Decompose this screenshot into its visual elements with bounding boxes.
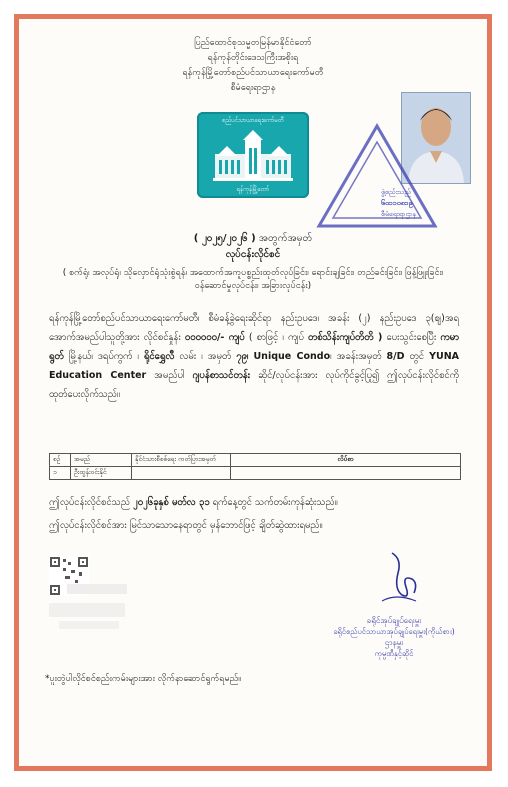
validity-statement: [49, 496, 459, 510]
cell-nrc: [132, 467, 231, 480]
body-text-7: တွင်: [404, 351, 430, 362]
building-name: Unique Condo: [253, 351, 331, 362]
stamp-text: [381, 187, 437, 220]
license-year: ( ၂၀၂၅/၂၀၂၆ ): [193, 233, 256, 244]
validity-suffix: ရက်နေ့တွင် သက်တမ်းကုန်ဆုံးသည်။: [209, 497, 338, 508]
header-department: စီမံရေးရာဌာန: [230, 83, 276, 93]
signatory-title-1: ခရိုင်အုပ်ချုပ်ရေးမှူး: [366, 616, 422, 625]
validity-prefix: ဤလုပ်ငန်းလိုင်စင်သည်: [49, 497, 134, 508]
license-serial-suffix: အတွက်အမှတ်: [258, 233, 313, 244]
certificate-page: [19, 19, 487, 766]
body-text-4: မြို့နယ်၊ ဒရပ်ကွက် ၊: [63, 351, 144, 362]
stamp-id: ၆၀၁၁၀၈၁၉: [381, 199, 413, 207]
license-fee-words: တစ်သိန်းကျပ်တိတိ ): [308, 332, 383, 343]
body-text-3: ပေးသွင်းစေပြီး: [382, 332, 441, 343]
body-text-9: ဆိုင်/လုပ်ငန်းအား လုပ်ကိုင်ခွင့်ပြု၍ ဤလုပ်ငန်းလိုင်စင်ကို ထုတ်ပေးလိုက်သည်။: [49, 370, 459, 400]
business-name: YUNA Education Center: [49, 351, 460, 381]
signatory-title-4: ကုမ္ပဏီနှင့်ဆိုင်: [374, 649, 414, 658]
body-text-6: ၊ အခန်းအမှတ်: [330, 351, 387, 362]
body-text-2: ( စာဖြင့် ၊ ကျပ်: [244, 332, 309, 343]
township: ကမာရွတ်: [49, 332, 460, 362]
cell-name: ဦးထွန်းဝင်းနိုင်: [71, 467, 132, 480]
body-text-8: အမည်ပါ: [146, 370, 193, 381]
license-serial: [19, 232, 487, 246]
logo-top-text: စည်ပင်သာယာရေးကော်မတီ: [222, 117, 284, 124]
footnote: *ပူးတွဲပါလိုင်စင်စည်းကမ်းများအား လိုက်နာဆောင်ရွက်ရမည်။: [45, 674, 242, 684]
license-body: [49, 309, 459, 404]
signatory-block: [319, 615, 469, 659]
city-hall-icon: [209, 128, 297, 182]
street: ရိုင်ရွှေလီ: [143, 351, 175, 362]
logo-bottom-text: ရန်ကုန်မြို့တော်: [236, 186, 270, 193]
header-country: ပြည်ထောင်စုသမ္မတမြန်မာနိုင်ငံတော်: [194, 38, 312, 48]
license-fee: ၀၀၀၀၀၀/- ကျပ်: [184, 332, 245, 343]
stamp-line1: ဖွဲ့စည်းသည်: [381, 188, 412, 196]
header-committee: ရန်ကုန်မြို့တော်စည်ပင်သာယာရေးကော်မတီ: [182, 68, 324, 78]
house-number: ၇၉၊: [236, 351, 249, 362]
business-type: ဂျပန်စာသင်တန်း: [192, 370, 251, 381]
ycdc-logo: [197, 112, 309, 198]
cell-no: ၁: [50, 467, 71, 480]
col-no: စဉ်: [50, 454, 71, 467]
holder-table: [49, 453, 461, 480]
expiry-date: ၂၀၂၆ခုနှစ် မတ်လ ၃၁: [133, 497, 210, 508]
display-instruction: ဤလုပ်ငန်းလိုင်စင်အား မြင်သာသောနေရာတွင် မှန်ဘောင်ဖြင့် ချိတ်ဆွဲထားရမည်။: [49, 520, 323, 531]
body-text-5: လမ်း ၊ အမှတ်: [174, 351, 237, 362]
signatory-title-3: ဌာနမှူး: [384, 638, 404, 647]
signatory-title-2: ခရိုင်စည်ပင်သာယာအုပ်ချုပ်ရေးမှူး(ကိုယ်စား): [333, 627, 455, 636]
license-scope: ( စက်ရုံ၊ အလုပ်ရုံ၊ သိုလှောင်ရုံသုံးစွဲရန်၊ အထောက်အကူပစ္စည်းထုတ်လုပ်ခြင်း၊ ရောင်းချခြင်း၊ တည်ခင်းခြင်း၊ ဖြန့်ဖြူးခြင်း၊ ဝန်ဆောင်မှုလုပ်ငန်း၊ အခြားလုပ်ငန်း): [62, 268, 444, 291]
body-text-1: ရန်ကုန်မြို့တော်စည်ပင်သာယာရေးကော်မတီ၊ စီမံခန့်ခွဲရေးဆိုင်ရာ နည်းဥပဒေ၊ အခန်း (၂) နည်းဥပဒေ ၃(ဈ)အရ အောက်အမည်ပါသူတို့အား လိုင်စင်နှုန်း: [49, 313, 459, 343]
signature: [372, 549, 422, 609]
redacted-area: [67, 584, 127, 594]
header-region: ရန်ကုန်တိုင်းဒေသကြီးအစိုးရ: [207, 53, 299, 63]
stamp-line3: စီမံရေးရာဌာန: [381, 210, 416, 218]
table-row: [50, 467, 461, 480]
room-number: 8/D: [386, 351, 405, 362]
col-address: လိပ်စာ: [231, 454, 461, 467]
cell-address: [231, 467, 461, 480]
col-name: အမည်: [71, 454, 132, 467]
license-title: လုပ်ငန်းလိုင်စင်: [225, 249, 281, 260]
col-nrc: နိုင်ငံသားစီစစ်ရေး ကတ်ပြားအမှတ်: [132, 454, 231, 467]
redacted-area: [59, 621, 119, 629]
table-header-row: [50, 454, 461, 467]
redacted-area: [49, 603, 125, 617]
